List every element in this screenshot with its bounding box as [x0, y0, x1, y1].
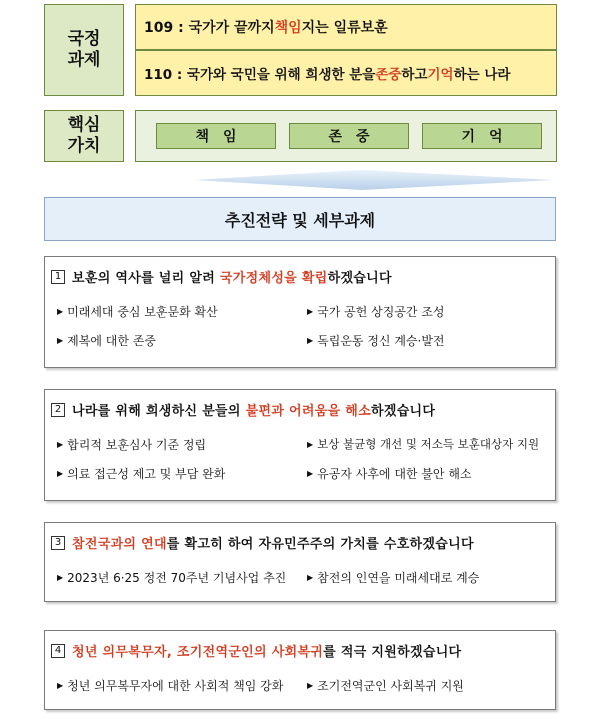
value-responsibility: 책임	[156, 123, 276, 149]
triangle-bullet-icon: ▶	[57, 573, 64, 582]
list-item: ▶ 국가 공헌 상징공간 조성	[307, 305, 445, 319]
core-values-label: 핵심 가치	[44, 110, 124, 162]
list-item: ▶ 의료 접근성 제고 및 부담 완화	[57, 467, 226, 481]
triangle-bullet-icon: ▶	[57, 681, 64, 690]
list-item: ▶ 유공자 사후에 대한 불안 해소	[307, 467, 472, 481]
list-item: ▶ 보상 불균형 개선 및 저소득 보훈대상자 지원	[307, 437, 540, 451]
strategy-title: 추진전략 및 세부과제	[44, 197, 556, 241]
section-4-heading: 4 청년 의무복무자, 조기전역군인의 사회복귀를 적극 지원하겠습니다	[51, 641, 461, 660]
list-item: ▶ 청년 의무복무자에 대한 사회적 책임 강화	[57, 679, 284, 693]
value-respect: 존중	[289, 123, 409, 149]
triangle-bullet-icon: ▶	[307, 336, 314, 345]
triangle-bullet-icon: ▶	[307, 573, 314, 582]
triangle-bullet-icon: ▶	[57, 469, 64, 478]
section-1	[44, 256, 556, 368]
list-item: ▶ 2023년 6·25 정전 70주년 기념사업 추진	[57, 571, 287, 585]
section-2-heading: 2 나라를 위해 희생하신 분들의 불편과 어려움을 해소하겠습니다	[51, 400, 435, 419]
list-item: ▶ 독립운동 정신 계승·발전	[307, 334, 445, 348]
task-109: 109 : 국가가 끝까지 책임 지는 일류보훈	[135, 4, 557, 50]
triangle-bullet-icon: ▶	[57, 307, 64, 316]
section-3	[44, 522, 556, 602]
core-values-panel	[135, 110, 557, 162]
triangle-bullet-icon: ▶	[307, 439, 314, 449]
triangle-bullet-icon: ▶	[307, 681, 314, 690]
arrow-wedge	[44, 168, 558, 192]
triangle-bullet-icon: ▶	[307, 307, 314, 316]
triangle-bullet-icon: ▶	[307, 469, 314, 478]
list-item: ▶ 미래세대 중심 보훈문화 확산	[57, 305, 218, 319]
tasks-label: 국정 과제	[44, 4, 124, 96]
list-item: ▶ 제복에 대한 존중	[57, 334, 156, 348]
section-1-heading: 1 보훈의 역사를 널리 알려 국가정체성을 확립하겠습니다	[51, 267, 392, 286]
section-3-heading: 3 참전국과의 연대를 확고히 하여 자유민주주의 가치를 수호하겠습니다	[51, 533, 474, 552]
section-2	[44, 389, 556, 501]
list-item: ▶ 참전의 인연을 미래세대로 계승	[307, 571, 480, 585]
value-remembrance: 기억	[422, 123, 542, 149]
triangle-bullet-icon: ▶	[57, 440, 64, 449]
list-item: ▶ 조기전역군인 사회복귀 지원	[307, 679, 464, 693]
section-4	[44, 630, 556, 710]
list-item: ▶ 합리적 보훈심사 기준 정립	[57, 438, 207, 452]
triangle-bullet-icon: ▶	[57, 336, 64, 345]
task-110: 110 : 국가와 국민을 위해 희생한 분을 존중 하고 기억 하는 나라	[135, 50, 557, 96]
